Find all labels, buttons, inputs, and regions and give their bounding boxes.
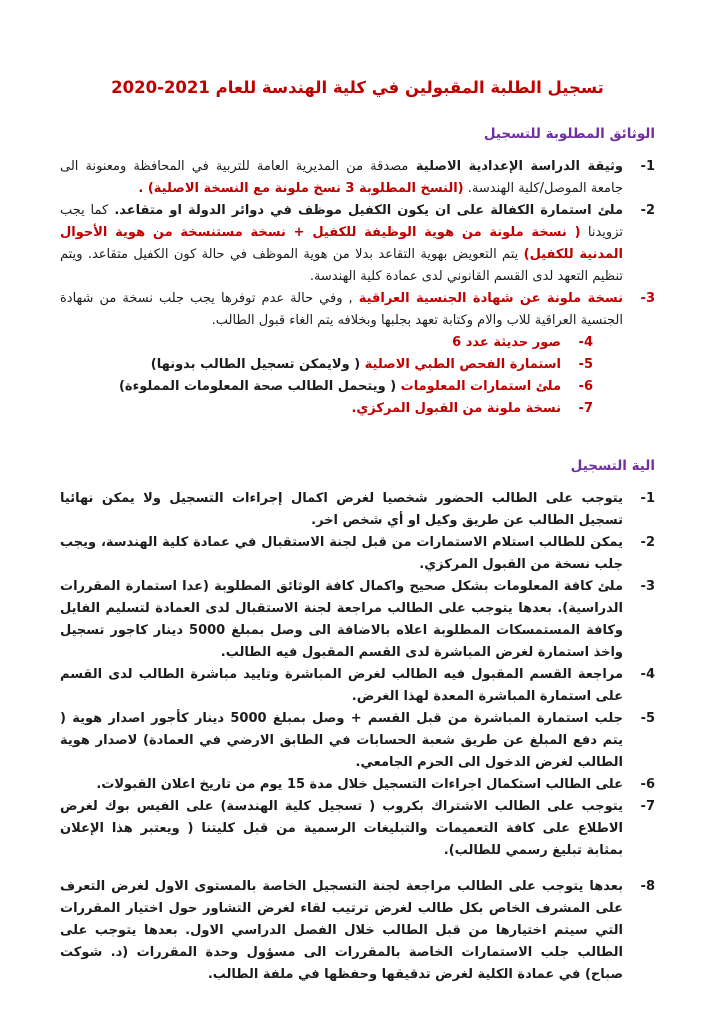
list-item-number: 8- <box>640 879 655 894</box>
section-heading-registration-mechanism: الية التسجيل <box>570 458 655 474</box>
text-segment: على الطالب استكمال اجراءات التسجيل خلال مدة 15 يوم من تاريخ اعلان القبولات. <box>96 777 623 792</box>
list-item <box>60 156 655 200</box>
list-item <box>60 774 655 796</box>
list-item <box>60 200 655 288</box>
text-segment: نسخة ملونة من القبول المركزي. <box>351 401 561 416</box>
text-segment: جلب استمارة المباشرة من قبل القسم + وصل بمبلغ 5000 دينار كأجور اصدار هوية ( يتم دفع المبلغ عن طريق شعبة الحسابات في الطابق الارضي في العمادة) لاصدار هوية الطالب لغرض الدخول الى الحرم الجامعي. <box>60 711 624 770</box>
list-item <box>60 488 655 532</box>
list-item <box>60 664 655 708</box>
list-item <box>60 532 655 576</box>
text-segment: ( ويتحمل الطالب صحة المعلومات المملوءة) <box>118 379 397 394</box>
text-segment: , وفي حالة عدم توفرها يجب جلب نسخة من شهادة الجنسية العراقية للاب والام وكتابة تعهد بجلبها وبخلافه يتم الغاء قبول الطالب. <box>60 291 623 328</box>
list-item <box>60 288 655 332</box>
text-segment: بعدها يتوجب على الطالب مراجعة لجنة التسجيل الخاصة بالمستوى الاول لغرض التعرف على المشرف الخاص بكل طالب لغرض ترتيب لقاء لغرض التشاور حول اختيار المقررات التي سيتم اختيارها من قبل الطالب خلال الفصل الدراسي الاول. بعدها يتوجب على الطالب جلب الاستمارات الخاصة بالمقررات الى مسؤول وحدة المقررات (د. شوكت صباح) في عمادة الكلية لغرض تدقيقها وحفظها في ملفة الطالب. <box>60 879 623 982</box>
text-segment: (النسخ المطلوبة 3 نسخ ملونة مع النسخة الاصلية) . <box>138 181 464 196</box>
list-item-number: 3- <box>640 579 655 594</box>
text-segment: نسخة ملونة عن شهادة الجنسية العراقية <box>358 291 623 306</box>
list-item-number: 6- <box>578 379 593 394</box>
text-segment: ملئ استمارة الكفالة على ان يكون الكفيل موظف في دوائر الدولة او متقاعد. <box>108 203 624 218</box>
page-title: تسجيل الطلبة المقبولين في كلية الهندسة للعام 2021-2020 <box>111 78 604 97</box>
text-segment: ( نسخة ملونة من هوية الوظيفة للكفيل + نسخة مستنسخة من هوية الأحوال المدنية للكفيل) <box>60 225 624 262</box>
list-item <box>60 796 655 862</box>
list-item-number: 5- <box>640 711 656 726</box>
text-segment: ملئ استمارات المعلومات <box>396 379 561 394</box>
list-item-number: 7- <box>640 799 655 814</box>
registration-steps-list <box>60 488 655 986</box>
list-item-number: 4- <box>640 667 655 682</box>
list-item <box>60 398 593 420</box>
list-item-number: 3- <box>640 291 655 306</box>
list-item-number: 1- <box>640 491 655 506</box>
list-item-number: 6- <box>640 777 655 792</box>
list-item-number: 2- <box>640 203 656 218</box>
text-segment: ( ولايمكن تسجيل الطالب بدونها) <box>150 357 361 372</box>
list-item-number: 7- <box>578 401 593 416</box>
text-segment: يتم التعويض بهوية التقاعد بدلا من هوية الموظف في حالة كون الكفيل متقاعد. ويتم تنظيم التعهد لدى القسم القانوني لدى عمادة كلية الهندسة. <box>60 247 623 284</box>
text-segment: وثيقة الدراسة الإعدادية الاصلية <box>408 159 623 174</box>
section-heading-required-documents: الوثائق المطلوبة للتسجيل <box>483 126 655 142</box>
text-segment: كما يجب تزويدنا <box>60 203 623 240</box>
text-segment: استمارة الفحص الطبي الاصلية <box>360 357 561 372</box>
list-item <box>60 332 593 354</box>
text-segment: مراجعة القسم المقبول فيه الطالب لغرض المباشرة وتاييد مباشرة الطالب لدى القسم على استمارة المباشرة المعدة لهذا الغرض. <box>60 667 623 704</box>
list-item-number: 5- <box>578 357 593 372</box>
text-segment: صور حديثة عدد 6 <box>452 335 561 350</box>
list-item-number: 2- <box>640 535 655 550</box>
text-segment: يمكن للطالب استلام الاستمارات من قبل لجنة الاستقبال في عمادة كلية الهندسة، ويجب جلب نسخة من القبول المركزي. <box>60 535 623 572</box>
list-item <box>60 708 655 774</box>
list-item <box>60 876 655 986</box>
text-segment: يتوجب على الطالب الاشتراك بكروب ( تسجيل كلية الهندسة) على الفيس بوك لغرض الاطلاع على كافة التعميمات والتبليغات الرسمية من قبل كليتنا ( ويعتبر هذا الإعلان بمثابة تبليغ رسمي للطالب). <box>60 799 623 858</box>
text-segment: مصدقة من المديرية العامة للتربية في المحافظة ومعنونة الى جامعة الموصل/كلية الهندسة. <box>60 159 623 196</box>
list-item-number: 1- <box>640 159 655 174</box>
list-item <box>60 354 593 376</box>
list-item-number: 4- <box>578 335 593 350</box>
required-documents-list <box>60 156 655 420</box>
text-segment: يتوجب على الطالب الحضور شخصيا لغرض اكمال إجراءات التسجيل ولا يمكن نهائيا تسجيل الطالب عن طريق وكيل او أي شخص اخر. <box>60 491 623 528</box>
list-item <box>60 376 593 398</box>
list-item <box>60 576 655 664</box>
text-segment: ملئ كافة المعلومات بشكل صحيح واكمال كافة الوثائق المطلوبة (عدا استمارة المقررات الدراسية). بعدها يتوجب على الطالب مراجعة لجنة الاستقبال لدى العمادة لتسليم الفايل وكافة المستمسكات المطلوبة اعلاه بالاضافة الى وصل بمبلغ 5000 دينار كاجور تسجيل واخذ استمارة لغرض المباشرة لدى القسم المقبول فيه الطالب. <box>60 579 624 660</box>
